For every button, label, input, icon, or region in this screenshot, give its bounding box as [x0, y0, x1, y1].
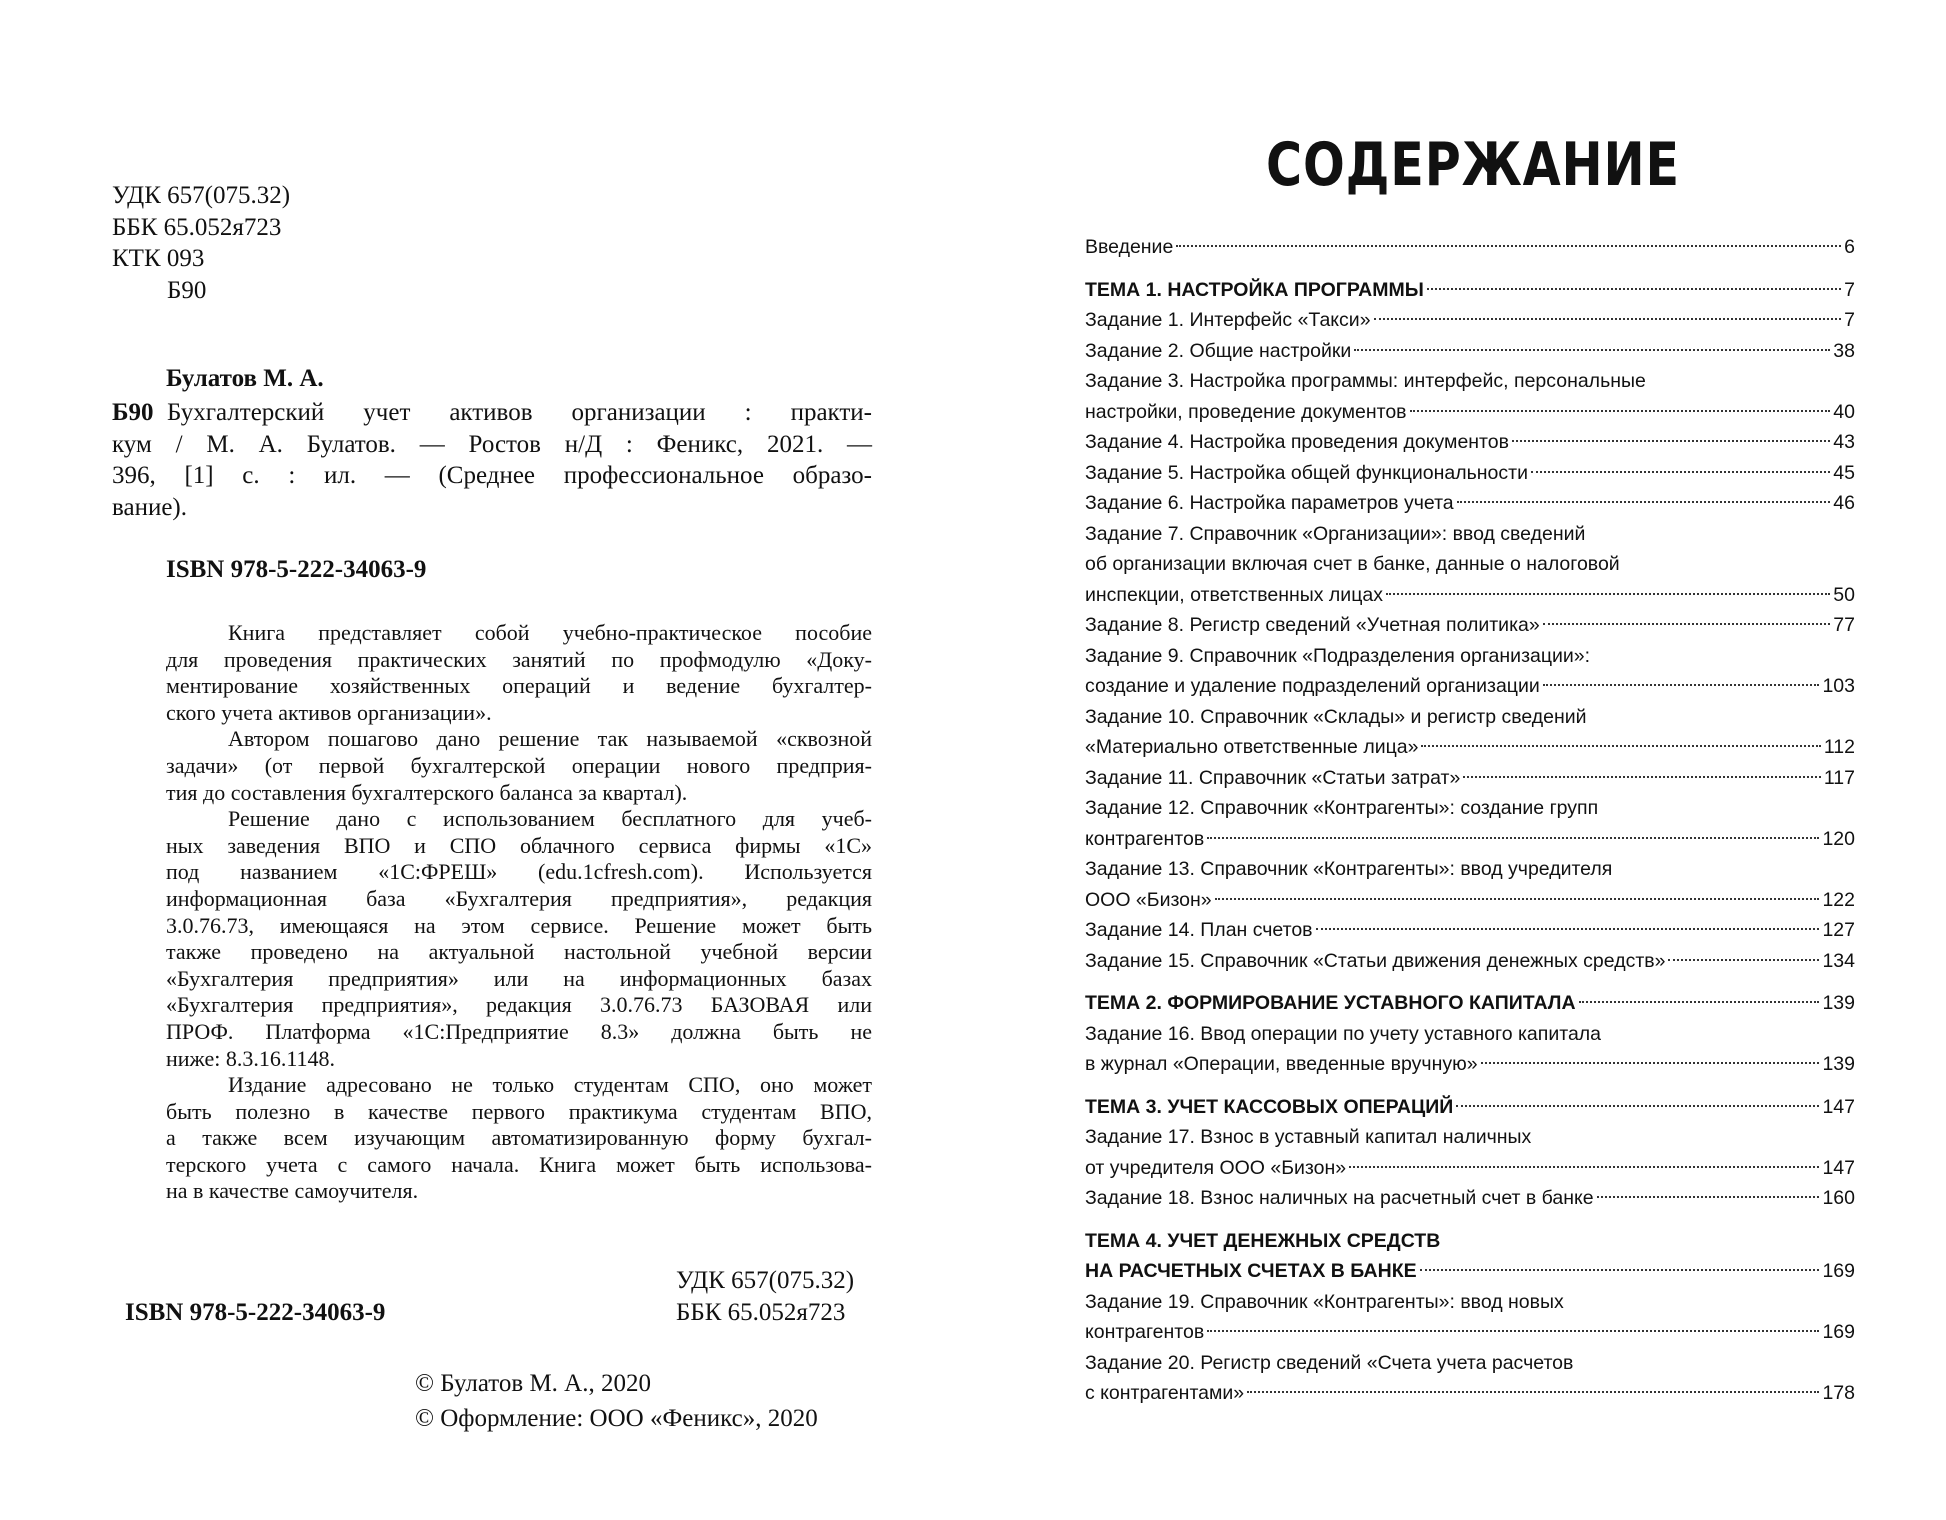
toc-theme-3: ТЕМА 3. УЧЕТ КАССОВЫХ ОПЕРАЦИЙ 147: [1085, 1095, 1855, 1118]
toc-entry: ООО «Бизон» 122: [1085, 888, 1855, 911]
annotation-line: быть полезно в качестве первого практикума студентам ВПО,: [166, 1098, 872, 1124]
classification-codes: [112, 180, 290, 306]
toc-theme-1: ТЕМА 1. НАСТРОЙКА ПРОГРАММЫ 7: [1085, 278, 1855, 301]
annotation-line: ского учета активов организации».: [166, 699, 492, 725]
bbk-code: ББК 65.052я723: [112, 213, 282, 241]
author-name: Булатов М. А.: [166, 365, 324, 392]
toc-title: СОДЕРЖАНИЕ: [1266, 130, 1680, 200]
annotation-line: «Бухгалтерия предприятия», редакция 3.0.76.73 БАЗОВАЯ или: [166, 992, 872, 1018]
toc-entry: контрагентов 169: [1085, 1321, 1855, 1343]
author-mark: Б90: [112, 399, 154, 426]
bibliographic-record: [112, 397, 872, 523]
toc-entry-line: Задание 13. Справочник «Контрагенты»: ввод учредителя: [1085, 858, 1613, 880]
annotation-line: ниже: 8.3.16.1148.: [166, 1045, 336, 1071]
author-sign: Б90: [167, 276, 207, 304]
annotation-line: Книга представляет собой учебно-практическое пособие: [228, 620, 872, 645]
biblio-line: вание).: [112, 493, 187, 521]
toc-entry: инспекции, ответственных лицах 50: [1085, 583, 1855, 606]
udk-code: УДК 657(075.32): [112, 182, 291, 209]
toc-entry: с контрагентами» 178: [1085, 1382, 1855, 1404]
table-of-contents: [1085, 232, 1855, 1409]
toc-entry: Задание 18. Взнос наличных на расчетный счет в банке 160: [1085, 1187, 1855, 1209]
annotation: [166, 620, 872, 1205]
annotation-line: задачи» (от первой бухгалтерской операции нового предприя-: [166, 752, 872, 778]
annotation-line: 3.0.76.73, имеющаяся на этом сервисе. Решение может быть: [166, 912, 872, 938]
toc-entry-intro: Введение 6: [1085, 236, 1855, 258]
toc-entry: Задание 6. Настройка параметров учета 46: [1085, 492, 1855, 514]
biblio-line: Бухгалтерский учет активов организации : практи-: [167, 399, 872, 426]
annotation-line: терского учета с самого начала. Книга может быть использова-: [166, 1151, 872, 1177]
annotation-line: ПРОФ. Платформа «1С:Предприятие 8.3» должна быть не: [166, 1018, 872, 1044]
isbn: ISBN 978-5-222-34063-9: [166, 556, 427, 583]
toc-entry: Задание 11. Справочник «Статьи затрат» 117: [1085, 766, 1855, 789]
annotation-line: Решение дано с использованием бесплатного для учеб-: [228, 806, 872, 832]
annotation-line: для проведения практических занятий по профмодулю «Доку-: [166, 646, 872, 672]
annotation-line: на в качестве самоучителя.: [166, 1178, 419, 1204]
ktk-code: КТК 093: [112, 245, 205, 272]
toc-entry-line: Задание 16. Ввод операции по учету уставного капитала: [1085, 1022, 1602, 1045]
toc-entry: «Материально ответственные лица» 112: [1085, 736, 1855, 758]
bottom-bbk-code: ББК 65.052я723: [676, 1299, 846, 1326]
toc-entry: от учредителя ООО «Бизон» 147: [1085, 1156, 1855, 1179]
toc-entry: в журнал «Операции, введенные вручную» 139: [1085, 1053, 1855, 1075]
biblio-line: 396, [1] с. : ил. — (Среднее профессиональное образо-: [112, 462, 872, 490]
toc-entry: Задание 2. Общие настройки 38: [1085, 339, 1855, 362]
toc-entry-line: Задание 12. Справочник «Контрагенты»: создание групп: [1085, 797, 1599, 819]
toc-entry: Задание 1. Интерфейс «Такси» 7: [1085, 309, 1855, 331]
toc-entry-line: Задание 17. Взнос в уставный капитал наличных: [1085, 1126, 1532, 1148]
toc-entry: Задание 15. Справочник «Статьи движения денежных средств» 134: [1085, 949, 1855, 972]
right-page: [1000, 0, 1946, 1520]
annotation-line: информационная база «Бухгалтерия предприятия», редакция: [166, 885, 872, 911]
annotation-line: ных заведения ВПО и СПО облачного сервиса фирмы «1С»: [166, 832, 872, 858]
toc-entry: Задание 5. Настройка общей функциональности 45: [1085, 461, 1855, 484]
toc-entry-line: Задание 10. Справочник «Склады» и регистр сведений: [1085, 705, 1587, 728]
copyright-author: © Булатов М. А., 2020: [415, 1370, 651, 1397]
annotation-line: а также всем изучающим автоматизированную форму бухгал-: [166, 1125, 872, 1151]
copyright: [415, 1366, 818, 1436]
annotation-line: Издание адресовано не только студентам СПО, оно может: [228, 1072, 872, 1098]
toc-entry: настройки, проведение документов 40: [1085, 400, 1855, 423]
toc-entry-line: Задание 20. Регистр сведений «Счета учета расчетов: [1085, 1351, 1574, 1374]
biblio-line: кум / М. А. Булатов. — Ростов н/Д : Феникс, 2021. —: [112, 430, 872, 458]
annotation-line: под названием «1С:ФРЕШ» (edu.1cfresh.com). Используется: [166, 859, 872, 885]
toc-entry: Задание 8. Регистр сведений «Учетная политика» 77: [1085, 614, 1855, 636]
bottom-isbn: ISBN 978-5-222-34063-9: [125, 1299, 386, 1326]
toc-entry: Задание 4. Настройка проведения документов 43: [1085, 431, 1855, 453]
toc-entry: создание и удаление подразделений организации 103: [1085, 675, 1855, 697]
annotation-line: Автором пошагово дано решение так называемой «сквозной: [228, 726, 872, 752]
toc-theme-4: НА РАСЧЕТНЫХ СЧЕТАХ В БАНКЕ 169: [1085, 1260, 1855, 1282]
toc-entry-line: Задание 7. Справочник «Организации»: ввод сведений: [1085, 522, 1586, 545]
annotation-line: ментирование хозяйственных операций и ведение бухгалтер-: [166, 673, 872, 699]
bottom-udk-code: УДК 657(075.32): [676, 1267, 855, 1294]
annotation-line: тия до составления бухгалтерского баланса за квартал).: [166, 779, 688, 805]
toc-entry: контрагентов 120: [1085, 827, 1855, 850]
toc-entry: Задание 14. План счетов 127: [1085, 919, 1855, 941]
toc-entry-line: Задание 19. Справочник «Контрагенты»: ввод новых: [1085, 1290, 1564, 1313]
bottom-codes: [676, 1265, 854, 1329]
toc-entry-line: Задание 3. Настройка программы: интерфейс, персональные: [1085, 370, 1646, 392]
annotation-line: «Бухгалтерия предприятия» или на информационных базах: [166, 965, 872, 991]
toc-theme-2: ТЕМА 2. ФОРМИРОВАНИЕ УСТАВНОГО КАПИТАЛА 139: [1085, 992, 1855, 1014]
copyright-design: © Оформление: ООО «Феникс», 2020: [415, 1405, 818, 1432]
annotation-line: также проведено на актуальной настольной учебной версии: [166, 939, 872, 965]
toc-entry-line: об организации включая счет в банке, данные о налоговой: [1085, 553, 1620, 575]
toc-entry-line: Задание 9. Справочник «Подразделения организации»:: [1085, 644, 1591, 667]
toc-theme-4-line: ТЕМА 4. УЧЕТ ДЕНЕЖНЫХ СРЕДСТВ: [1085, 1229, 1441, 1252]
